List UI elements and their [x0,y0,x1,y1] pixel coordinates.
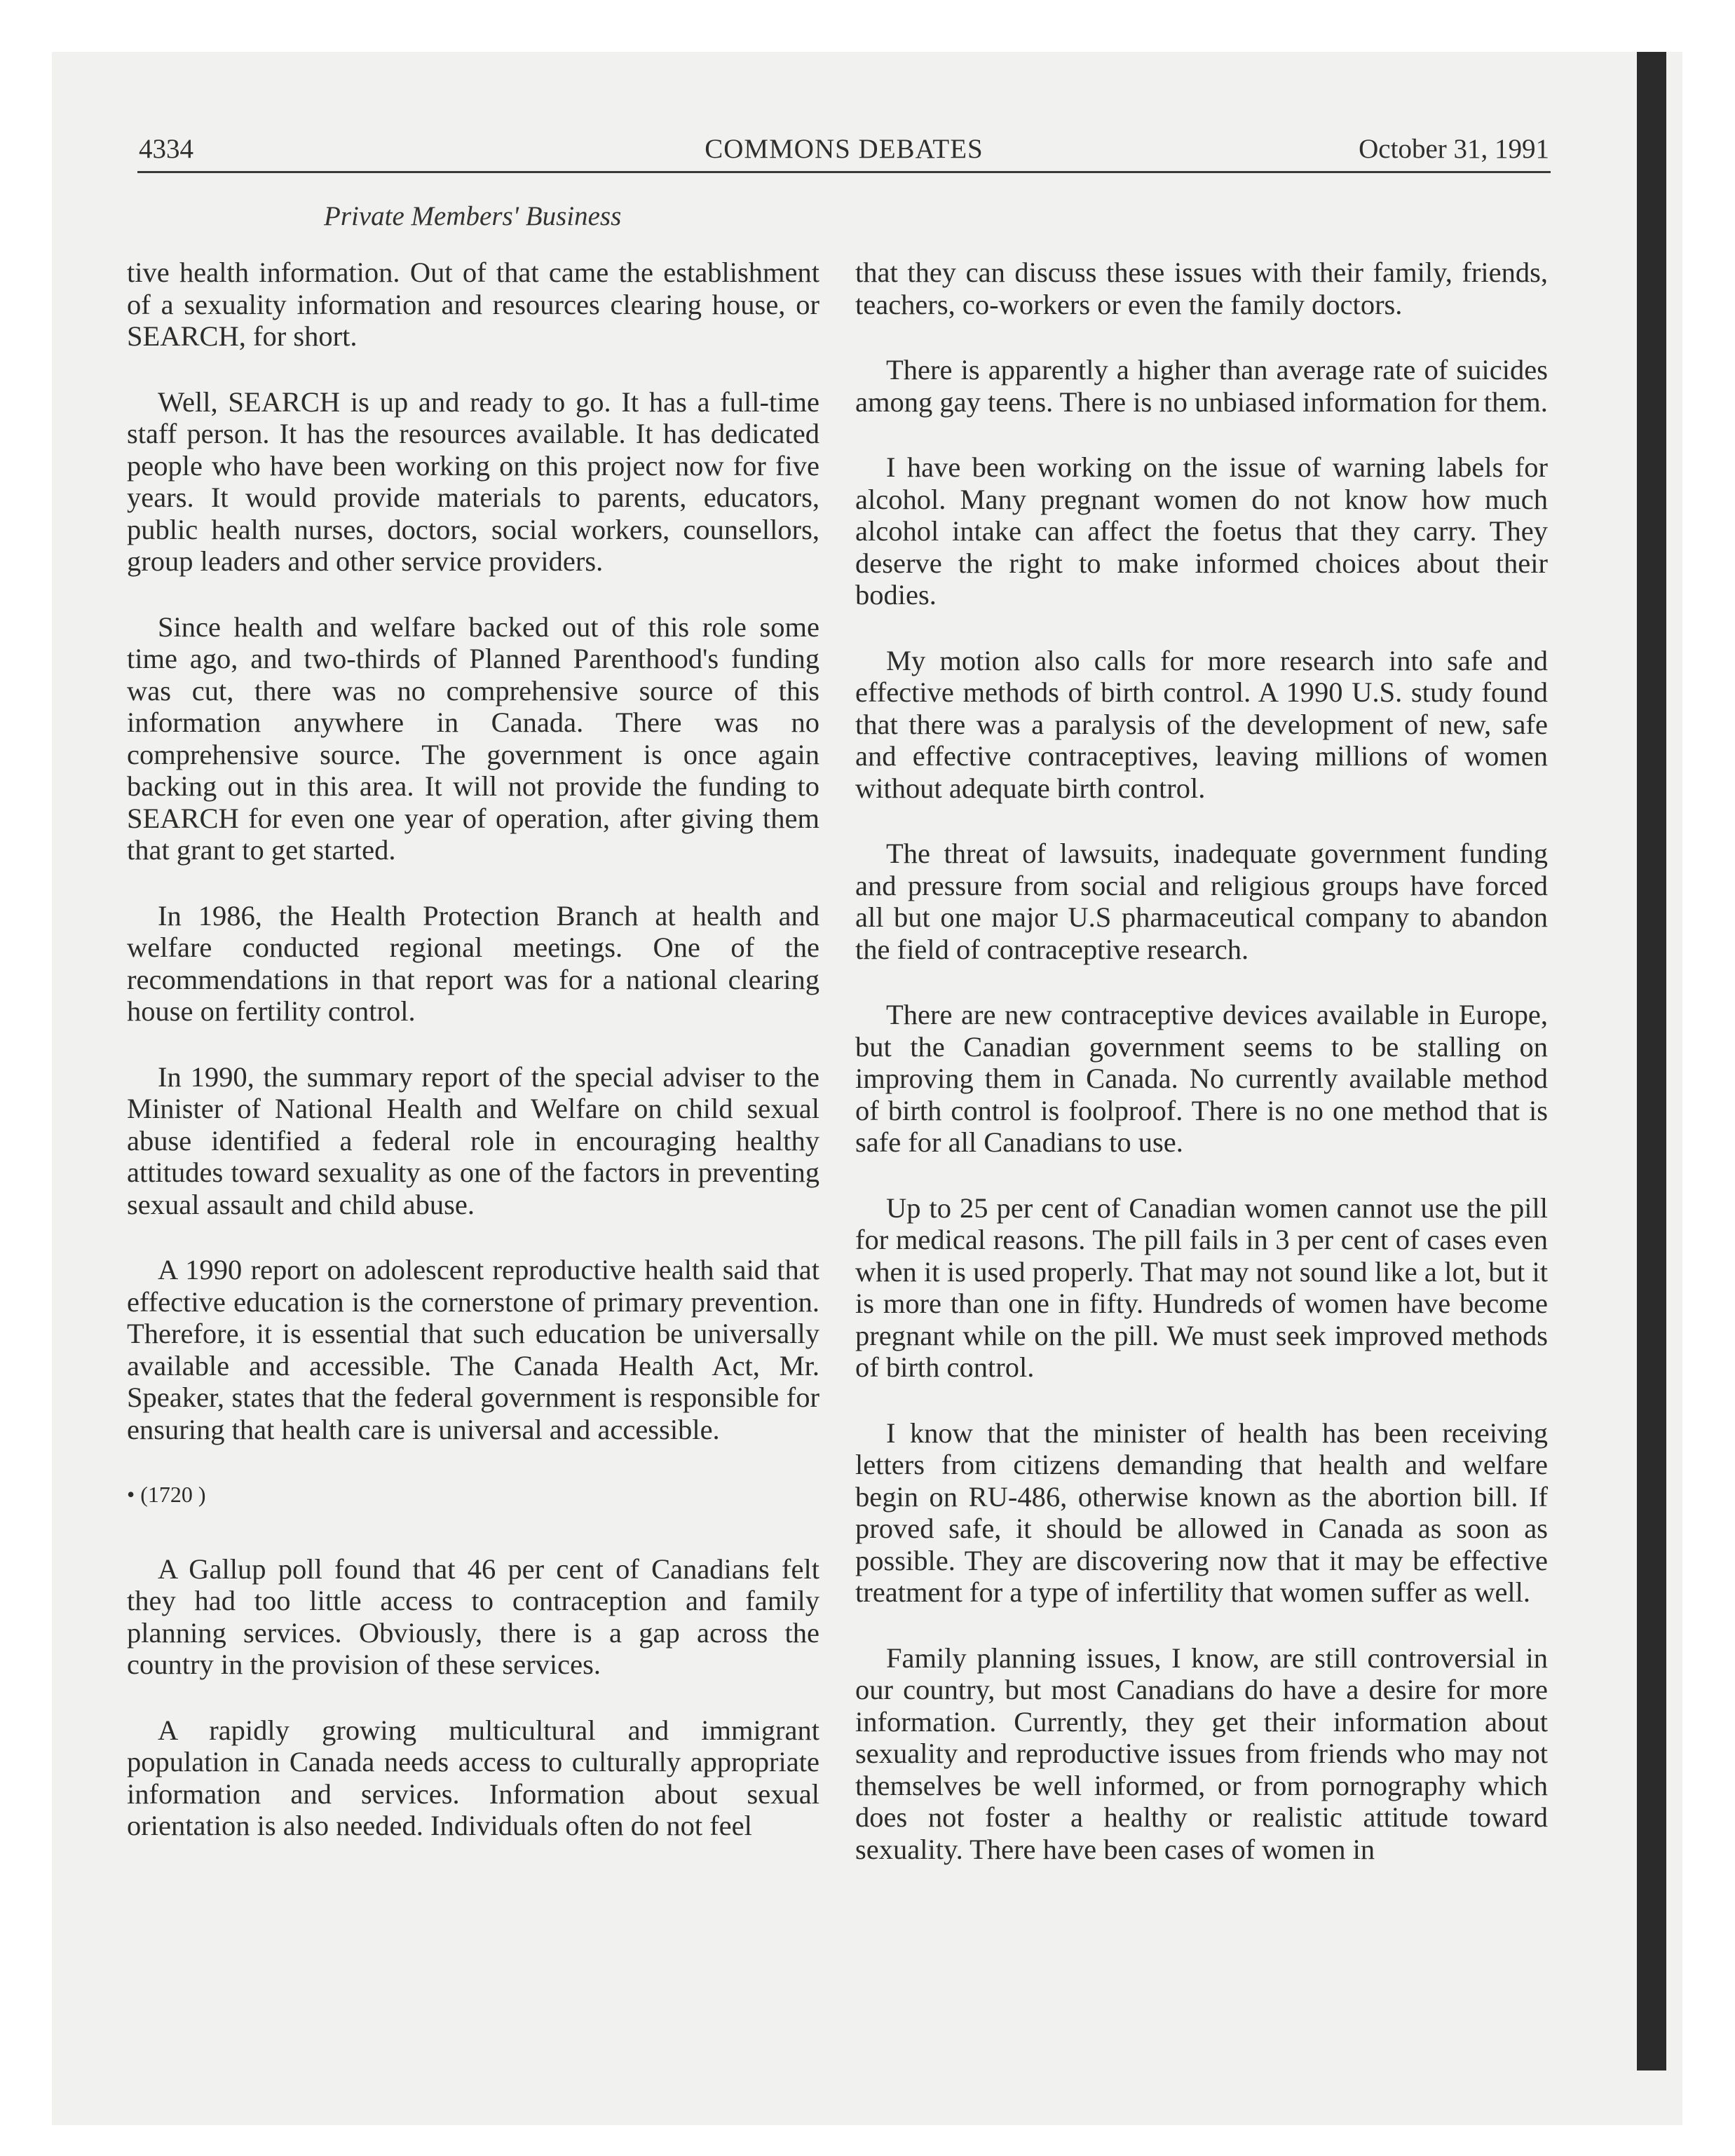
paragraph: Up to 25 per cent of Canadian women cannot use the pill for medical reasons. The pill fails in 3 per cent of cases even when it is used properly. That may not sound like a lot, but it is more than one in fifty. Hundreds of women have become pregnant while on the pill. We must seek improved methods of birth control. [855,1192,1548,1383]
right-column [855,257,1548,1899]
paragraph: In 1990, the summary report of the special adviser to the Minister of National Health and Welfare on child sexual abuse identified a federal role in encouraging healthy attitudes toward sexuality as one of the factors in preventing sexual assault and child abuse. [127,1060,819,1220]
header-rule [137,171,1551,173]
left-column [127,257,819,1876]
time-marker: • (1720 ) [127,1482,206,1507]
paragraph: The threat of lawsuits, inadequate government funding and pressure from social and religious groups have forced all but one major U.S pharmaceutical company to abandon the field of contraceptive research. [855,838,1548,965]
publication-date: October 31, 1991 [1359,134,1549,164]
paragraph: Family planning issues, I know, are still controversial in our country, but most Canadians do have a desire for more information. Currently, they get their information about sexuality and reproductive issues from friends who may not themselves be well informed, or from pornography which does not foster a healthy or realistic attitude toward sexuality. There have been cases of women in [855,1642,1548,1865]
section-title: Private Members' Business [324,201,622,231]
scan-edge-shadow [1637,52,1666,2070]
paragraph: I have been working on the issue of warning labels for alcohol. Many pregnant women do not know how much alcohol intake can affect the foetus that they carry. They deserve the right to make informed choices about their bodies. [855,451,1548,610]
paragraph: In 1986, the Health Protection Branch at health and welfare conducted regional meetings. One of the recommendations in that report was for a national clearing house on fertility control. [127,899,819,1027]
page-header [139,133,1549,175]
paragraph: There are new contraceptive devices available in Europe, but the Canadian government seems to be stalling on improving them in Canada. No currently available method of birth control is foolproof. There is no one method that is safe for all Canadians to use. [855,999,1548,1158]
paragraph: A 1990 report on adolescent reproductive health said that effective education is the cornerstone of primary prevention. Therefore, it is essential that such education be universally available and accessible. The Canada Health Act, Mr. Speaker, states that the federal government is responsible for ensuring that health care is universal and accessible. [127,1254,819,1445]
paragraph: Since health and welfare backed out of this role some time ago, and two-thirds of Planned Parenthood's funding was cut, there was no comprehensive source of this information anywhere in Canada. There was no comprehensive source. The government is once again backing out in this area. It will not provide the funding to SEARCH for even one year of operation, after giving them that grant to get started. [127,610,819,866]
publication-title: COMMONS DEBATES [705,134,984,164]
paragraph: There is apparently a higher than average rate of suicides among gay teens. There is no unbiased information for them. [855,354,1548,418]
paragraph: tive health information. Out of that came the establishment of a sexuality information and resources clearing house, or SEARCH, for short. [127,257,819,352]
paragraph: that they can discuss these issues with their family, friends, teachers, co-workers or even the family doctors. [855,257,1548,320]
paragraph: My motion also calls for more research into safe and effective methods of birth control. A 1990 U.S. study found that there was a paralysis of the development of new, safe and effective contraceptives, leaving millions of women without adequate birth control. [855,644,1548,804]
paragraph: I know that the minister of health has been receiving letters from citizens demanding that health and welfare begin on RU-486, otherwise known as the abortion bill. If proved safe, it should be allowed in Canada as soon as possible. They are discovering now that it may be effective treatment for a type of infertility that women suffer as well. [855,1417,1548,1608]
paragraph: A Gallup poll found that 46 per cent of Canadians felt they had too little access to contraception and family planning services. Obviously, there is a gap across the country in the provision of these services. [127,1553,819,1680]
paragraph: A rapidly growing multicultural and immigrant population in Canada needs access to culturally appropriate information and services. Information about sexual orientation is also needed. Individuals often do not feel [127,1714,819,1841]
paragraph: Well, SEARCH is up and ready to go. It has a full-time staff person. It has the resources available. It has dedicated people who have been working on this project now for five years. It would provide materials to parents, educators, public health nurses, doctors, social workers, counsellors, group leaders and other service providers. [127,386,819,577]
page-number: 4334 [139,134,193,164]
